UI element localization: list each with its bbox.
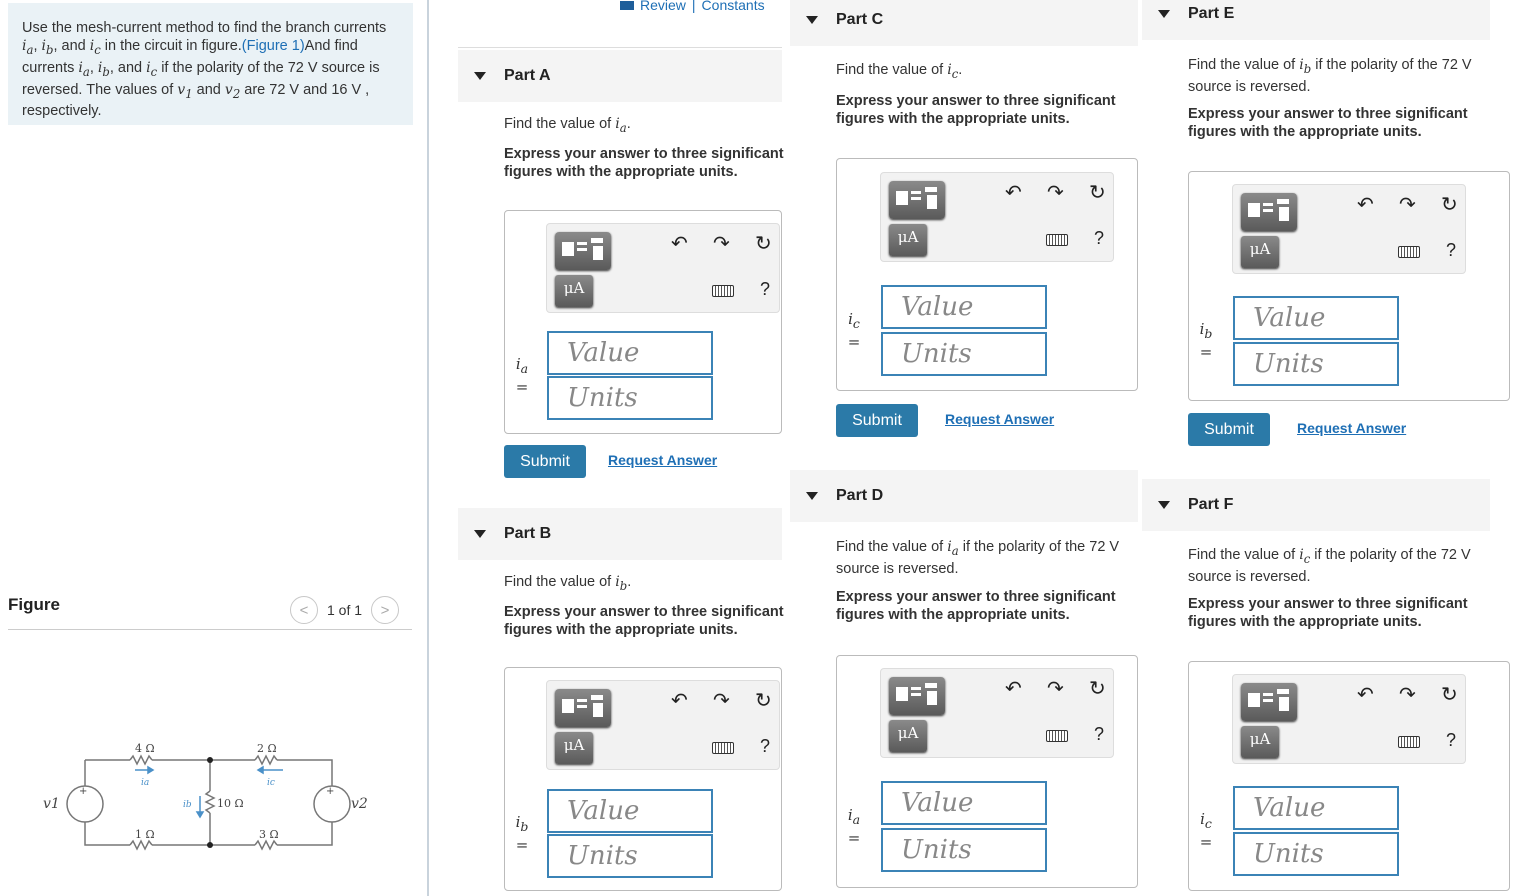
label-ib: ib [183,800,192,810]
answer-variable-label [510,813,534,854]
var-ic: $i_c$ [89,38,101,57]
math-toolbar [1232,184,1466,274]
value-input[interactable] [881,285,1047,329]
constants-link[interactable]: Constants [701,0,765,13]
help-button[interactable]: ? [1446,730,1457,750]
units-placeholder: Units [1253,839,1324,869]
label-r-mid: 10 Ω [217,797,244,810]
templates-button[interactable] [889,677,945,715]
problem-panel [0,0,428,896]
question-text-end: . [627,574,632,590]
request-answer-link[interactable]: Request Answer [608,452,718,468]
undo-icon[interactable]: ↶ [1357,194,1374,216]
next-figure-button[interactable] [371,596,399,624]
variable-symbol [510,813,534,836]
math-toolbar [880,668,1114,758]
answer-variable-label [842,806,866,847]
part-title: Part E [1188,5,1235,22]
variable-symbol [842,310,866,333]
templates-button[interactable] [1241,193,1297,231]
variable-subscript: b [1204,326,1213,341]
units-input[interactable] [547,376,713,420]
value-placeholder: Value [1253,303,1326,333]
var-v1: $v_1$ [177,81,193,101]
variable-subscript: a [951,543,959,558]
part-b-instruction: Express your answer to three significant figures with the appropriate units. [504,604,784,638]
keyboard-icon[interactable] [1046,730,1068,742]
question-text: Find the value of [504,116,616,132]
units-button[interactable]: μA [555,732,593,764]
part-d-instruction: Express your answer to three significant figures with the appropriate units. [836,589,1116,623]
part-f-question [1188,546,1498,586]
part-title: Part F [1188,496,1234,513]
units-input[interactable] [547,834,713,878]
variable-symbol: i [1299,547,1304,563]
circuit-diagram[interactable] [35,730,375,860]
undo-icon[interactable]: ↶ [671,690,688,712]
variable-subscript: a [619,120,627,135]
label-r-top-left: 4 Ω [135,742,155,755]
label-v1: v1 [43,796,60,812]
templates-button[interactable] [555,232,611,270]
label-r-top-right: 2 Ω [257,742,277,755]
value-input[interactable] [1233,786,1399,830]
equals-sign: = [847,333,861,351]
book-icon [620,1,634,10]
submit-button[interactable]: Submit [836,404,918,437]
question-variable [615,116,627,135]
collapse-caret-icon[interactable] [474,72,486,80]
part-a-question [504,115,800,137]
part-title: Part C [836,11,884,28]
help-button[interactable]: ? [1094,724,1105,744]
label-ic: ic [267,778,275,788]
submit-button[interactable]: Submit [1188,413,1270,446]
undo-icon[interactable]: ↶ [1005,182,1022,204]
collapse-caret-icon[interactable] [1158,501,1170,509]
figure-page-count: 1 of 1 [327,602,363,618]
variable-subscript: b [520,819,529,834]
help-button[interactable]: ? [760,736,771,756]
part-c-instruction: Express your answer to three significant figures with the appropriate units. [836,93,1116,127]
reset-icon[interactable]: ↻ [1089,678,1106,700]
templates-button[interactable] [1241,683,1297,721]
question-variable [1299,57,1312,76]
answer-variable-label [842,310,866,351]
part-b-header[interactable] [458,508,782,560]
variable-subscript: c [951,66,959,81]
units-button[interactable]: μA [555,275,593,307]
question-text-end: . [626,116,631,132]
answer-variable-label [1194,320,1218,361]
units-placeholder: Units [1253,349,1324,379]
units-button[interactable]: μA [889,720,927,752]
chevron-right-icon: > [380,601,390,619]
variable-letter: i [1200,810,1205,828]
redo-icon[interactable]: ↷ [713,233,730,255]
part-a-header[interactable] [458,50,782,102]
label-plus-v2: + [326,786,335,797]
equals-sign: = [515,378,529,396]
variable-symbol: i [615,116,620,132]
value-placeholder: Value [1253,793,1326,823]
answer-variable-label [510,355,534,396]
reset-icon[interactable]: ↻ [755,233,772,255]
redo-icon[interactable]: ↷ [1047,182,1064,204]
redo-icon[interactable]: ↷ [1399,194,1416,216]
value-input[interactable] [547,789,713,833]
math-toolbar [546,680,780,770]
header-divider [458,47,782,48]
submit-button[interactable]: Submit [504,445,586,478]
redo-icon[interactable]: ↷ [713,690,730,712]
part-title: Part D [836,487,884,504]
units-placeholder: Units [901,835,972,865]
keyboard-icon[interactable] [1398,246,1420,258]
value-placeholder: Value [901,788,974,818]
variable-symbol: i [1299,57,1304,73]
part-e-question [1188,56,1498,96]
part-e-header[interactable] [1142,0,1490,40]
templates-button[interactable] [889,181,945,219]
units-input[interactable] [881,828,1047,872]
part-b-question [504,573,800,595]
equals-sign: = [1199,343,1213,361]
part-d-header[interactable] [790,470,1138,522]
figure-title: Figure [8,595,60,614]
collapse-caret-icon[interactable] [806,16,818,24]
problem-text: Use the mesh-current method to find the branch currents [22,20,387,36]
link-separator: | [691,0,696,13]
units-placeholder: Units [567,841,638,871]
units-button[interactable]: μA [1241,726,1279,758]
variable-subscript: a [520,361,529,376]
collapse-caret-icon[interactable] [474,530,486,538]
variable-symbol: i [947,539,952,555]
label-r-bot-right: 3 Ω [259,828,279,841]
value-input[interactable] [547,331,713,375]
problem-statement: Use the mesh-current method to find the branch currents $i_a$, $i_b$, and $i_c$ in the circuit in figure.(Figure 1)And find currents $i_a$, $i_b$, and $i_c$ if the polarity of the 72 V source is reversed. The values of $v_1$ and $v_2$ are 72 V and 16 V , respectively. [8,3,413,125]
help-button[interactable]: ? [1446,240,1457,260]
part-f-instruction: Express your answer to three significant figures with the appropriate units. [1188,596,1468,630]
variable-subscript: c [1204,816,1212,831]
value-input[interactable] [881,781,1047,825]
units-input[interactable] [881,332,1047,376]
reset-icon[interactable]: ↻ [1441,684,1458,706]
undo-icon[interactable]: ↶ [1005,678,1022,700]
help-button[interactable]: ? [1094,228,1105,248]
collapse-caret-icon[interactable] [1158,10,1170,18]
question-variable [947,62,959,81]
variable-letter: i [1199,320,1205,338]
part-c-question [836,61,1146,83]
undo-icon[interactable]: ↶ [671,233,688,255]
request-answer-link[interactable]: Request Answer [1297,420,1407,436]
equals-sign: = [515,836,529,854]
value-placeholder: Value [567,338,640,368]
keyboard-icon[interactable] [1398,736,1420,748]
units-placeholder: Units [901,339,972,369]
part-a-instruction: Express your answer to three significant figures with the appropriate units. [504,146,784,180]
label-ia: ia [141,778,150,788]
variable-subscript: a [852,812,861,827]
variable-subscript: b [619,578,628,593]
question-text: Find the value of [504,574,616,590]
units-input[interactable] [1233,342,1399,386]
variable-symbol [842,806,866,829]
label-plus-v1: + [79,786,88,797]
variable-symbol [510,355,534,378]
units-input[interactable] [1233,832,1399,876]
review-link[interactable]: Review [640,0,686,13]
answer-variable-label [1194,810,1218,851]
keyboard-icon[interactable] [1046,234,1068,246]
figure-divider [8,629,412,630]
question-variable [1299,547,1311,566]
units-button[interactable]: μA [1241,236,1279,268]
keyboard-icon[interactable] [712,742,734,754]
question-text: Find the value of [1188,57,1300,73]
figure-pager [290,596,399,624]
prev-figure-button[interactable] [290,596,318,624]
part-f-header[interactable] [1142,479,1490,531]
var-ia: $i_a$ [22,38,34,57]
help-button[interactable]: ? [760,279,771,299]
question-variable [615,574,628,593]
variable-subscript: c [852,316,860,331]
math-toolbar [880,172,1114,262]
question-text: Find the value of [836,62,948,78]
collapse-caret-icon[interactable] [806,492,818,500]
math-toolbar [1232,674,1466,764]
keyboard-icon[interactable] [712,285,734,297]
redo-icon[interactable]: ↷ [1047,678,1064,700]
reset-icon[interactable]: ↻ [1089,182,1106,204]
variable-letter: i [847,806,853,824]
figure-link[interactable]: (Figure 1) [241,38,305,54]
value-input[interactable] [1233,296,1399,340]
var-v2: $v_2$ [224,81,241,101]
variable-subscript: c [1303,551,1311,566]
label-v2: v2 [351,796,368,812]
reset-icon[interactable]: ↻ [755,690,772,712]
variable-letter: i [848,310,853,328]
undo-icon[interactable]: ↶ [1357,684,1374,706]
part-d-question [836,538,1146,578]
part-title: Part B [504,525,552,542]
variable-letter: i [515,813,521,831]
part-c-header[interactable] [790,0,1138,46]
question-text: Find the value of [836,539,948,555]
units-placeholder: Units [567,383,638,413]
variable-symbol: i [615,574,620,590]
value-placeholder: Value [567,796,640,826]
reset-icon[interactable]: ↻ [1441,194,1458,216]
variable-symbol [1194,320,1218,343]
units-button[interactable]: μA [889,224,927,256]
equals-sign: = [1199,833,1213,851]
question-text-end: if the polarity of the 72 V source is reversed. [1188,547,1471,585]
redo-icon[interactable]: ↷ [1399,684,1416,706]
review-constants-links [620,0,765,13]
equals-sign: = [847,829,861,847]
variable-subscript: b [1303,61,1312,76]
question-text-end: if the polarity of the 72 V source is reversed. [836,539,1120,577]
question-text-end: if the polarity of the 72 V source is reversed. [1188,57,1472,95]
part-e-instruction: Express your answer to three significant figures with the appropriate units. [1188,106,1468,140]
question-text: Find the value of [1188,547,1300,563]
chevron-left-icon: < [299,601,309,619]
request-answer-link[interactable]: Request Answer [945,411,1055,427]
var-ib: $i_b$ [41,38,54,57]
variable-letter: i [515,355,521,373]
variable-symbol [1194,810,1218,833]
panel-divider [427,0,429,896]
value-placeholder: Value [901,292,974,322]
question-text-end: . [958,62,963,78]
math-toolbar [546,223,780,313]
variable-symbol: i [947,62,952,78]
templates-button[interactable] [555,689,611,727]
label-r-bot-left: 1 Ω [135,828,155,841]
part-title: Part A [504,67,551,84]
question-variable [947,539,959,558]
